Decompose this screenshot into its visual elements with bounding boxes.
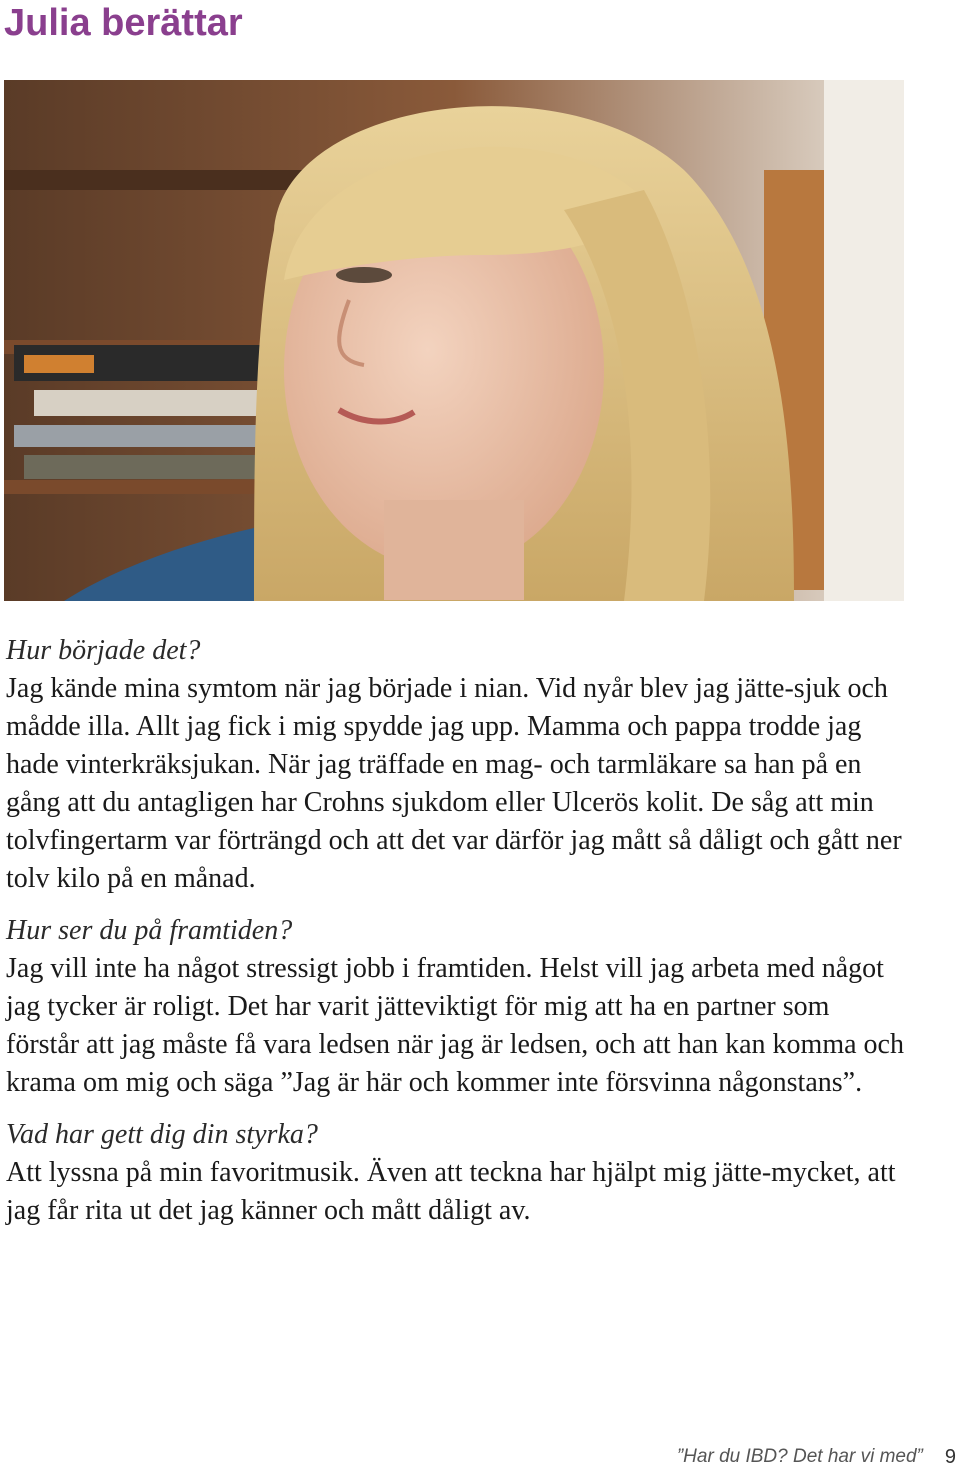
answer: Att lyssna på min favoritmusik. Även att teckna har hjälpt mig jätte-mycket, att jag får rita ut det jag känner och mått dåligt av. [6, 1157, 896, 1226]
qa-block [6, 632, 906, 898]
answer: Jag vill inte ha något stressigt jobb i framtiden. Helst vill jag arbeta med något jag tycker är roligt. Det har varit jätteviktigt för mig att ha en partner som förstår att jag måste få vara ledsen när jag är ledsen, och att han kan komma och krama om mig och säga ”Jag är här och kommer inte försvinna någonstans”. [6, 953, 904, 1098]
answer: Jag kände mina symtom när jag började i nian. Vid nyår blev jag jätte-sjuk och mådde illa. Allt jag fick i mig spydde jag upp. Mamma och pappa trodde jag hade vinterkräksjukan. När jag träffade en mag- och tarmläkare sa han på en gång att du antagligen har Crohns sjukdom eller Ulcerös kolit. De såg att min tolvfingertarm var förträngd och att det var därför jag mått så dåligt och gått ner tolv kilo på en månad. [6, 673, 902, 894]
qa-block [6, 912, 906, 1102]
publication-title: ”Har du IBD? Det har vi med” [676, 1446, 923, 1467]
page-title: Julia berättar [4, 2, 243, 44]
qa-block [6, 1116, 906, 1230]
interview [6, 632, 906, 1244]
page-number: 9 [944, 1445, 956, 1468]
question: Hur ser du på framtiden? [6, 915, 293, 946]
portrait-photo [4, 80, 904, 601]
page-footer [677, 1444, 956, 1470]
portrait-photo-icon [4, 80, 904, 601]
question: Vad har gett dig din styrka? [6, 1119, 318, 1150]
question: Hur började det? [6, 635, 201, 666]
